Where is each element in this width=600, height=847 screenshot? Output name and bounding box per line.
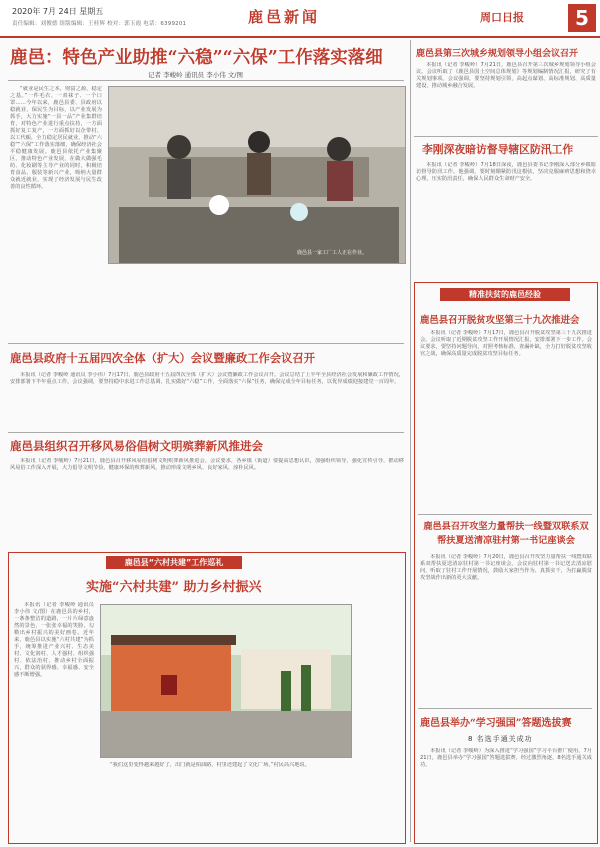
divider (418, 708, 592, 709)
tradition-headline[interactable]: 鹿邑县组织召开移风易俗倡树文明殡葬新风推进会 (10, 439, 263, 453)
feature-caption: “我们这里变得越来越好了，出门就是柏油路，村里还建起了文化广场。”村民高兴地说。 (110, 762, 310, 768)
main-article-body: “就业是民生之本，财富之源，稳定之基。”一件毛衣、一双袜子、一个口罩……今年以来，鹿邑县委、县政府以稳就业、保民生为目标，以产业发展为抓手，大力实施“一县一品”产业集群培育，对特色产业进行重点扶持，一方面抓好复工复产，一方面抓好以企带村、以工代赈，全力稳定居民就业，推动“六稳”“六保”工作落实落细，确保经济社会平稳健康发展。鹿邑县依托产业集聚区，推动特色产业发展，在做大做强毛纺、化妆刷等主导产业的同时，积极培育食品、服装等新兴产业，吸纳大量群众就近就业，实现了经济发展与民生改善的良性循环。 (10, 86, 102, 190)
poverty-meeting-body: 本报讯（记者 李峻岭）7月17日，鹿邑县召开脱贫攻坚第三十九次推进会。会议听取了近期脱贫攻坚工作开展情况汇报，安排部署下一步工作。会议要求，要坚持问题导向，对照考核标准，查漏补缺，全力打好脱贫攻坚收官之战，确保高质量完成脱贫攻坚目标任务。 (420, 330, 592, 357)
workshop-photo-image (109, 87, 405, 263)
meeting-article-body: 本报讯（记者 李峻岭 通讯员 李小伟）7月17日，鹿邑县政府十五届四次全体（扩大）会议暨廉政工作会议召开。会议总结了上半年全县经济社会发展和廉政工作情况，安排部署下半年重点工作。会议强调，要坚持稳中求进工作总基调，扎实做好“六稳”工作，全面落实“六保”任务，确保完成全年目标任务，以优异成绩迎接建党一百周年。 (10, 372, 404, 385)
village-photo (100, 604, 352, 758)
feature-side-column (354, 604, 400, 756)
photo-caption: 鹿邑县一家工厂工人正在作业。 (297, 250, 368, 256)
page-number: 5 (568, 4, 596, 32)
quiz-contest-subtitle: 8 名选手通关成功 (468, 735, 533, 743)
flood-inspection-body: 本报讯（记者 李峻岭）7月18日深夜，鹿邑县委书记李刚深入部分乡镇暗访督导防汛工作。他强调，要时刻绷紧防汛这根弦，坚决克服麻痹思想和侥幸心理，压实防汛责任，确保人民群众生命财产安全。 (416, 162, 596, 182)
planning-meeting-body: 本报讯（记者 李峻岭）7月21日，鹿邑县召开第三次城乡规划领导小组会议。会议听取了《鹿邑县国土空间总体规划》等规划编制情况汇报，研究了有关规划事项。会议强调，要坚持规划引领，高起点谋划、高标准规划、高质量建设，推动城乡融合发展。 (416, 62, 596, 89)
feature-label: 鹿邑县“六村共建”工作巡礼 (106, 556, 242, 569)
main-byline: 记者 李峻岭 通讯员 李小伟 文/图 (148, 71, 243, 79)
first-secretary-headline[interactable]: 鹿邑县召开攻坚力量帮扶一线暨双联系双帮扶夏送清凉驻村第一书记座谈会 (423, 521, 589, 546)
issue-date: 2020年 7月 24日 星期五 (12, 7, 104, 16)
divider (8, 343, 404, 344)
divider (418, 514, 592, 515)
column-divider (410, 40, 411, 842)
flood-inspection-headline[interactable]: 李刚深夜暗访督导辖区防汛工作 (422, 143, 574, 156)
feature-headline[interactable]: 实施“六村共建” 助力乡村振兴 (86, 580, 262, 595)
poverty-meeting-headline[interactable]: 鹿邑县召开脱贫攻坚第三十九次推进会 (420, 315, 580, 326)
main-body-continued-1 (108, 266, 202, 336)
quiz-contest-body: 本报讯（记者 李峻岭）为深入推进“学习强国”学习平台推广使用，7月21日，鹿邑县举办“学习强国”答题选拔赛，经过激烈角逐，8名选手通关成功。 (420, 748, 592, 768)
tradition-article-body: 本报讯（记者 李峻岭）7月21日，鹿邑县召开移风易俗倡树文明殡葬新风推进会。会议要求，各乡镇（街道）要提高思想认识，加强组织领导，强化宣传引导，推动移风易俗工作深入开展，大力倡导文明节俭、健康环保的殡葬新风，推动形成文明乡风、良好家风、淳朴民风。 (10, 458, 404, 471)
poverty-section-label: 精准扶贫的鹿邑经验 (440, 288, 570, 301)
divider (8, 432, 404, 433)
main-body-continued-2 (208, 266, 302, 336)
village-photo-image (101, 605, 351, 757)
first-secretary-body: 本报讯（记者 李峻岭）7月20日，鹿邑县召开攻坚力量帮扶一线暨双联系双帮扶夏送清凉驻村第一书记座谈会。会议向驻村第一书记送去清凉慰问，听取了驻村工作开展情况，鼓励大家担当作为、真抓实干，为打赢脱贫攻坚战作出新的更大贡献。 (420, 554, 592, 581)
section-title: 鹿邑新闻 (248, 8, 321, 26)
main-headline[interactable]: 鹿邑：特色产业助推“六稳”“六保”工作落实落细 (10, 48, 383, 68)
meeting-headline[interactable]: 鹿邑县政府十五届四次全体（扩大）会议暨廉政工作会议召开 (10, 351, 316, 365)
planning-meeting-headline[interactable]: 鹿邑县第三次城乡规划领导小组会议召开 (416, 49, 579, 59)
quiz-contest-headline[interactable]: 鹿邑县举办“学习强国”答题选拔赛 (420, 718, 572, 729)
divider (8, 80, 404, 81)
newspaper-logo: 周口日报 (480, 11, 524, 24)
feature-body: 本报讯（记者 李峻岭 通讯员 李小伟 文/图）在鹿邑县的乡村，一条条整洁的道路，一片片绿意盎然的景色，一张张幸福的笑脸，勾勒出乡村振兴的美好画卷。近年来，鹿邑县以实施“六村共建”为抓手，统筹推进产业兴村、生态美村、文化润村、人才强村、组织强村、依法治村，推动乡村全面振兴，群众的获得感、幸福感、安全感不断增强。 (14, 602, 94, 678)
main-body-continued-3 (308, 266, 404, 336)
divider (414, 136, 598, 137)
workshop-photo (108, 86, 406, 264)
editor-credits: 责任编辑：刘俊德 组版编辑：王桂辉 校对：郭玉霞 电话：6399201 (12, 21, 187, 27)
